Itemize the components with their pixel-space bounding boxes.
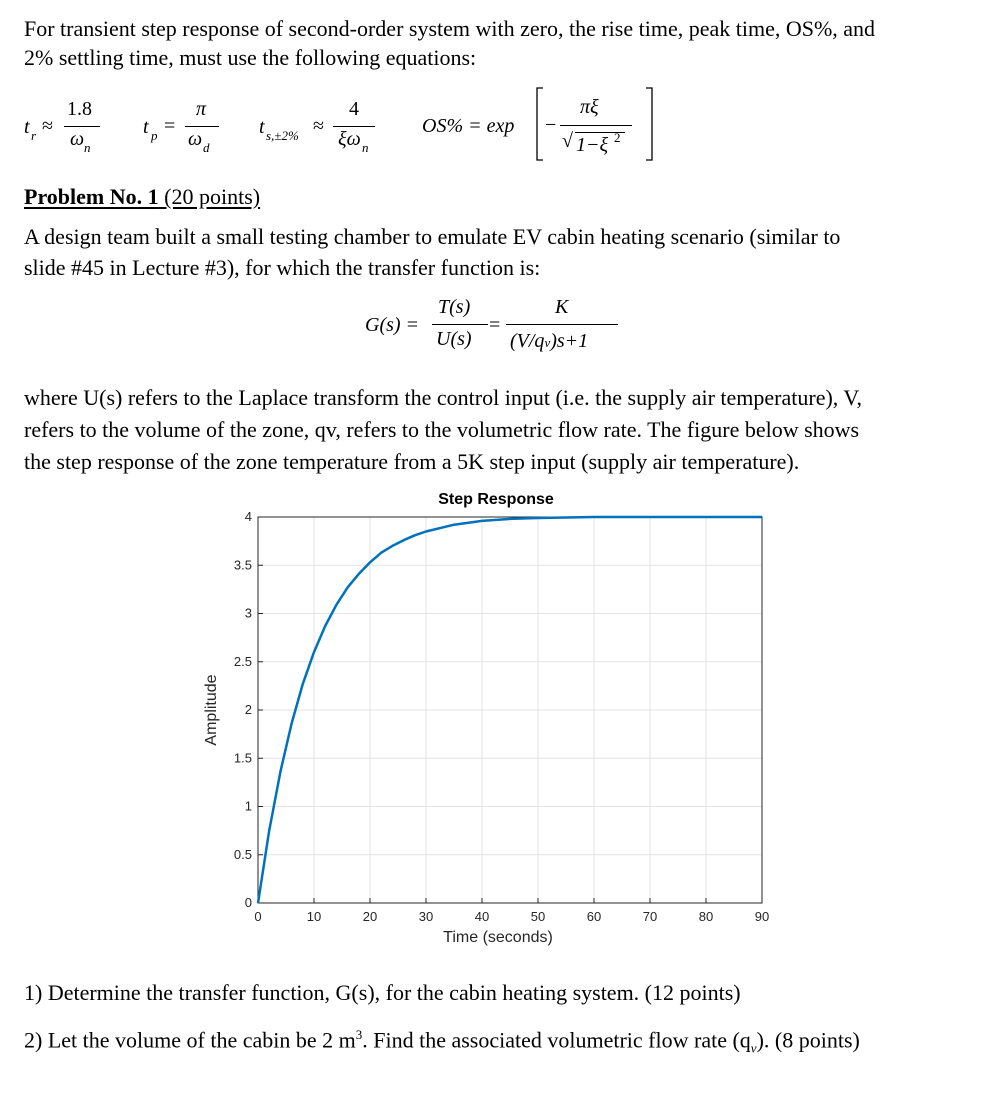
y-tick-label: 4 <box>244 509 252 524</box>
question-1: 1) Determine the transfer function, G(s), for the cabin heating system. (12 points) <box>24 980 741 1005</box>
step-response-chart <box>180 480 800 960</box>
overshoot-minus: − <box>545 114 557 136</box>
rise-time-approx: ≈ <box>42 115 53 137</box>
where-line-3: the step response of the zone temperature from a 5K step input (supply air temperature). <box>24 449 800 474</box>
overshoot-denominator: 1−ξ <box>576 134 609 156</box>
y-tick-label: 2.5 <box>233 653 252 669</box>
y-tick-label: 1.5 <box>233 750 252 766</box>
rise-time-denominator-subscript: n <box>84 140 91 155</box>
tf-numerator-1: T(s) <box>438 296 471 318</box>
overshoot-lhs: OS% = exp <box>422 115 515 137</box>
tf-denominator-1: U(s) <box>436 328 472 350</box>
y-tick-label: 3 <box>244 605 252 621</box>
question-2: 2) Let the volume of the cabin be 2 $m^3$. Find the associated volumetric flow rate $(q_v)$. (8 points) <box>24 1027 860 1056</box>
tf-numerator-2: K <box>555 296 569 318</box>
x-tick-label: 90 <box>754 909 770 924</box>
y-tick-label: 0.5 <box>233 846 252 862</box>
settling-time-denominator-subscript: n <box>362 140 369 155</box>
peak-time-equals: = <box>164 115 176 137</box>
problem-points: (20 points) <box>164 184 261 209</box>
x-tick-label: 70 <box>642 909 658 924</box>
x-tick-label: 80 <box>698 909 714 924</box>
overshoot-denominator-sup: 2 <box>614 130 621 145</box>
tf-lhs: G(s) = <box>365 314 420 336</box>
x-tick-label: 60 <box>586 909 602 924</box>
problem-title: Problem No. 1 <box>24 184 159 209</box>
problem-text-1: A design team built a small testing chamber to emulate EV cabin heating scenario (similar to <box>24 224 841 249</box>
peak-time-numerator: π <box>196 98 207 120</box>
where-line-1: where U(s) refers to the Laplace transform the control input (i.e. the supply air temperature), V, <box>24 385 862 410</box>
x-tick-label: 0 <box>254 909 262 924</box>
x-tick-label: 20 <box>362 909 378 924</box>
overshoot-numerator: πξ <box>580 96 599 118</box>
x-tick-label: 40 <box>474 909 490 924</box>
y-tick-label: 3.5 <box>233 557 252 573</box>
settling-time-numerator: 4 <box>349 98 359 120</box>
chart-title: Step Response <box>438 491 554 508</box>
settling-time-symbol: t <box>259 116 265 138</box>
peak-time-symbol: t <box>143 116 149 138</box>
peak-time-denominator: ω <box>188 128 203 150</box>
rise-time-numerator: 1.8 <box>67 98 92 120</box>
intro-line-1: For transient step response of second-order system with zero, the rise time, peak time, OS%, and <box>24 16 876 41</box>
x-tick-label: 10 <box>306 909 322 924</box>
tf-denominator-2: (V/qv)s+1 <box>510 330 589 352</box>
x-tick-label: 50 <box>530 909 546 924</box>
intro-line-2: 2% settling time, must use the following equations: <box>24 45 477 70</box>
settling-time-denominator: ξω <box>338 128 361 150</box>
overshoot-root-symbol: √ <box>562 130 573 152</box>
y-tick-label: 0 <box>244 895 252 910</box>
y-axis-label: Amplitude <box>203 674 220 746</box>
y-tick-label: 1 <box>244 798 252 814</box>
settling-time-subscript: s,±2% <box>266 128 299 143</box>
rise-time-symbol: t <box>24 116 30 138</box>
y-tick-label: 2 <box>244 702 252 717</box>
x-tick-label: 30 <box>418 909 434 924</box>
problem-heading <box>24 181 260 212</box>
settling-time-approx: ≈ <box>313 115 324 137</box>
where-line-2: refers to the volume of the zone, qv, refers to the volumetric flow rate. The figure below shows <box>24 417 860 442</box>
problem-text-2: slide #45 in Lecture #3), for which the transfer function is: <box>24 255 541 280</box>
peak-time-denominator-subscript: d <box>203 140 210 155</box>
rise-time-subscript: r <box>31 128 37 143</box>
tf-equals: = <box>489 314 501 336</box>
peak-time-subscript: p <box>151 128 158 143</box>
rise-time-denominator: ω <box>70 128 85 150</box>
x-axis-label: Time (seconds) <box>443 929 553 946</box>
